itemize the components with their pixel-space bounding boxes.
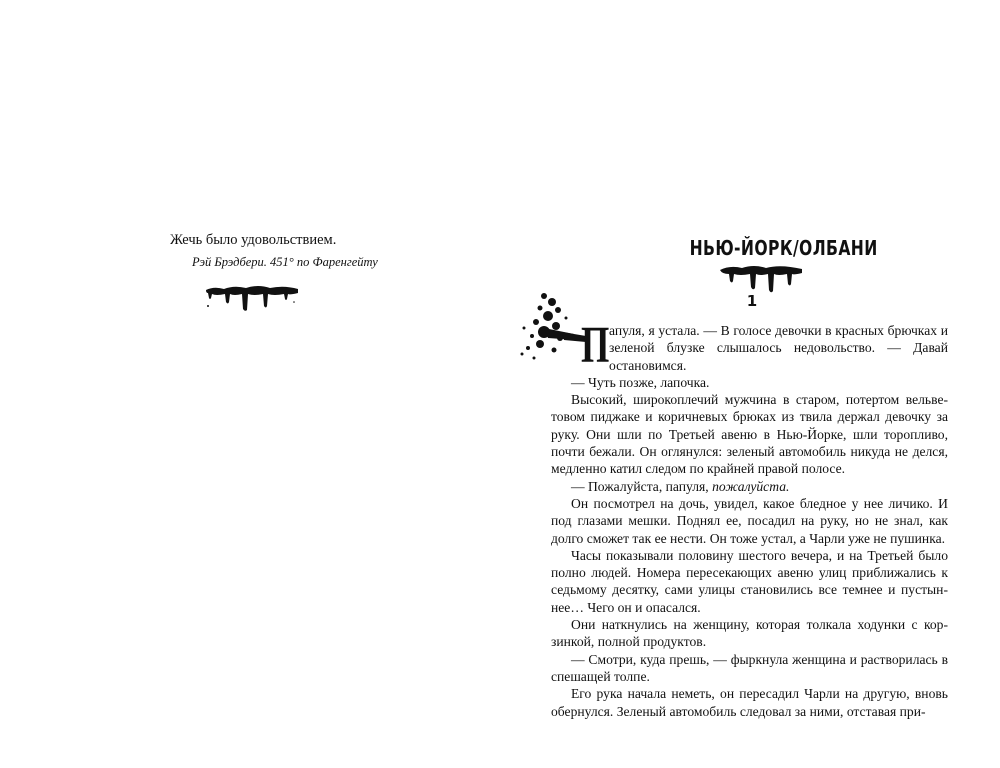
paragraph-1-text: апуля, я устала. — В голосе девочки в красных брючках и зеленой блузке слышалось недовольство. — Давай остановимся. — [609, 323, 948, 373]
paragraph-3: Высокий, широкоплечий мужчина в старом, потертом вельве-товом пиджаке и коричневых брюках из твила держал девочку за руку. Они шли по Третьей авеню в Нью-Йорке, шли торопливо, почти бежали. Он оглянулся: зеленый автомобиль никуда не делся, медленно катил следом по крайней правой полосе. — [551, 392, 948, 477]
paragraph-2: — Чуть позже, лапочка. — [571, 374, 710, 390]
paragraph-8: — Смотри, куда прешь, — фыркнула женщина и растворилась в спешащей толпе. — [551, 651, 948, 684]
right-page — [500, 0, 1000, 768]
ink-drip-ornament-left — [204, 282, 300, 312]
drop-cap: П — [581, 317, 610, 374]
paragraph-1 — [551, 317, 948, 374]
epigraph — [170, 231, 400, 270]
ink-drip-ornament-right — [718, 262, 804, 294]
paragraph-4-text: — Пожалуйста, папуля, — [571, 478, 713, 494]
paragraph-4 — [551, 478, 948, 495]
paragraph-4-italic: пожалуйста. — [712, 478, 790, 494]
paragraph-5: Он посмотрел на дочь, увидел, какое бледное у нее личико. И под глазами мешки. Поднял ее, посадил на руку, но не знал, как долго сможет так ее нести. Он тоже устал, а Чарли уже не пушинка. — [551, 495, 948, 546]
chapter-body-text — [551, 317, 948, 720]
epigraph-quote: Жечь было удовольствием. — [170, 232, 337, 248]
paragraph-7: Они наткнулись на женщину, которая толкала ходунки с кор-зинкой, полной продуктов. — [551, 617, 948, 650]
chapter-title: НЬЮ-ЙОРК/ОЛБАНИ — [689, 236, 878, 260]
chapter-number: 1 — [746, 292, 758, 310]
epigraph-source: Рэй Брэдбери. 451° по Фаренгейту — [192, 255, 378, 269]
paragraph-6: Часы показывали половину шестого вечера, и на Третьей было полно людей. Номера пересекающих авеню улиц приближались к седьмому десятку, сами улицы становились все темнее и пустын-нее… Чего он и опасался. — [551, 547, 948, 615]
paragraph-9: Его рука начала неметь, он пересадил Чарли на другую, вновь обернулся. Зеленый автомобиль следовал за ними, отставая при- — [551, 686, 948, 719]
